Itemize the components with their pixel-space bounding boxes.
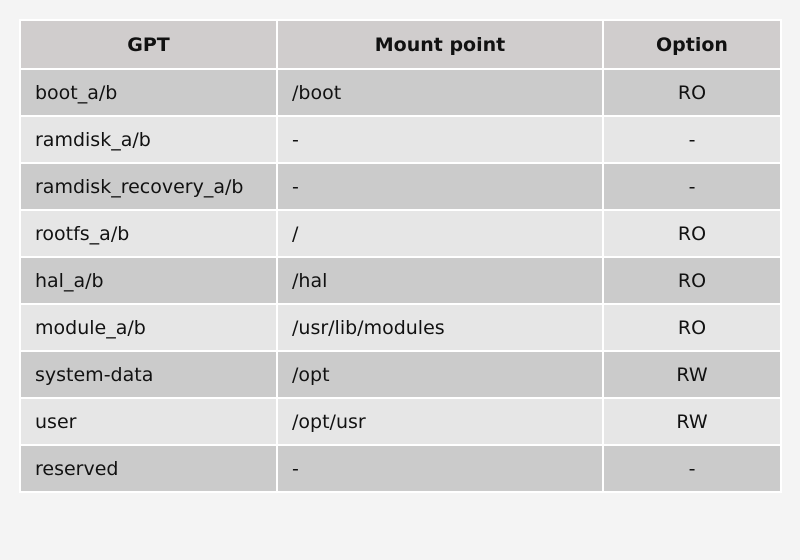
mount-point-cell: /boot xyxy=(277,69,603,116)
option-cell: - xyxy=(603,163,781,210)
table-row xyxy=(20,398,781,445)
table-row xyxy=(20,163,781,210)
table-row xyxy=(20,116,781,163)
table-row xyxy=(20,257,781,304)
table-row xyxy=(20,445,781,492)
mount-point-cell: /usr/lib/modules xyxy=(277,304,603,351)
gpt-cell: module_a/b xyxy=(20,304,277,351)
partition-table-container xyxy=(19,19,780,493)
option-cell: RO xyxy=(603,257,781,304)
gpt-cell: ramdisk_recovery_a/b xyxy=(20,163,277,210)
option-cell: - xyxy=(603,116,781,163)
mount-point-cell: /opt/usr xyxy=(277,398,603,445)
option-cell: - xyxy=(603,445,781,492)
mount-point-cell: - xyxy=(277,163,603,210)
table-row xyxy=(20,304,781,351)
option-cell: RW xyxy=(603,398,781,445)
option-cell: RW xyxy=(603,351,781,398)
mount-point-cell: /opt xyxy=(277,351,603,398)
table-row xyxy=(20,210,781,257)
mount-point-cell: / xyxy=(277,210,603,257)
gpt-cell: rootfs_a/b xyxy=(20,210,277,257)
gpt-cell: reserved xyxy=(20,445,277,492)
gpt-cell: ramdisk_a/b xyxy=(20,116,277,163)
mount-point-cell: - xyxy=(277,445,603,492)
gpt-cell: hal_a/b xyxy=(20,257,277,304)
mount-point-cell: - xyxy=(277,116,603,163)
header-mount-point: Mount point xyxy=(277,20,603,69)
option-cell: RO xyxy=(603,69,781,116)
gpt-cell: system-data xyxy=(20,351,277,398)
gpt-cell: user xyxy=(20,398,277,445)
table-header-row xyxy=(20,20,781,69)
partition-table xyxy=(19,19,782,493)
option-cell: RO xyxy=(603,210,781,257)
header-option: Option xyxy=(603,20,781,69)
header-gpt: GPT xyxy=(20,20,277,69)
gpt-cell: boot_a/b xyxy=(20,69,277,116)
table-row xyxy=(20,351,781,398)
option-cell: RO xyxy=(603,304,781,351)
table-row xyxy=(20,69,781,116)
mount-point-cell: /hal xyxy=(277,257,603,304)
